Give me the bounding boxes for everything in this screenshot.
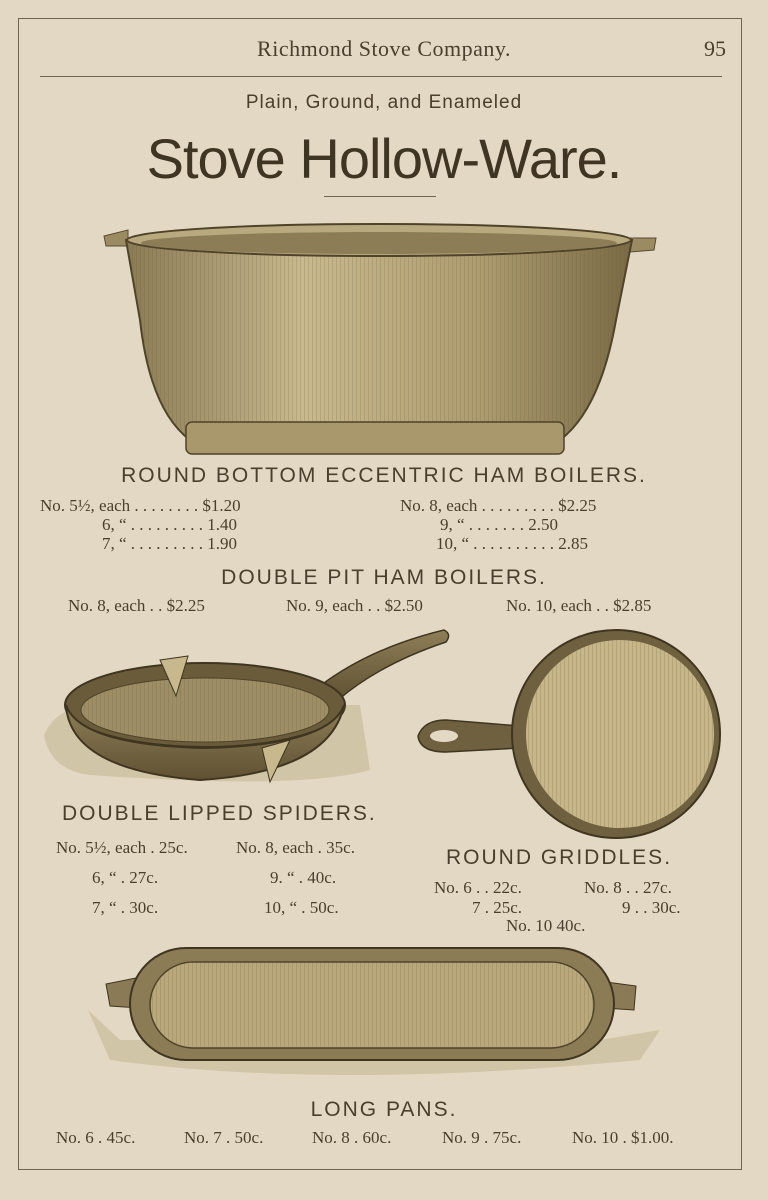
- price-line: 7, “ . 30c.: [92, 898, 159, 917]
- price-line: No. 9, each . . $2.50: [286, 596, 423, 615]
- price-line: No. 10 40c.: [506, 916, 586, 935]
- price-line: No. 6 . . 22c.: [434, 878, 522, 897]
- subtitle: Plain, Ground, and Enameled: [245, 92, 523, 113]
- price-line: 10, “ . 50c.: [264, 898, 339, 917]
- griddles-caption: ROUND GRIDDLES.: [446, 846, 673, 869]
- price-line: No. 5½, each . 25c.: [56, 838, 188, 857]
- ham-boilers-caption: ROUND BOTTOM ECCENTRIC HAM BOILERS.: [121, 464, 647, 487]
- spider-skillet-illustration: [44, 630, 449, 782]
- ham-boiler-illustration: [104, 224, 656, 454]
- price-line: No. 6 . 45c.: [56, 1128, 136, 1147]
- long-pan-illustration: [88, 948, 660, 1075]
- price-line: 6, “ . . . . . . . . . 1.40: [102, 515, 238, 534]
- page-title: Stove Hollow-Ware.: [146, 127, 622, 190]
- price-line: No. 10, each . . $2.85: [506, 596, 652, 615]
- price-line: 9. “ . 40c.: [270, 868, 337, 887]
- price-line: No. 8 . 60c.: [312, 1128, 392, 1147]
- price-line: No. 8, each . . . . . . . . . $2.25: [400, 496, 597, 515]
- spiders-caption: DOUBLE LIPPED SPIDERS.: [62, 802, 377, 825]
- price-line: No. 8 . . 27c.: [584, 878, 672, 897]
- running-title: Richmond Stove Company.: [257, 36, 511, 61]
- double-pit-caption: DOUBLE PIT HAM BOILERS.: [221, 566, 547, 589]
- price-line: 10, “ . . . . . . . . . . 2.85: [436, 534, 589, 553]
- price-line: 9, “ . . . . . . . 2.50: [440, 515, 559, 534]
- price-line: No. 7 . 50c.: [184, 1128, 264, 1147]
- price-line: No. 9 . 75c.: [442, 1128, 522, 1147]
- long-pans-caption: LONG PANS.: [310, 1098, 458, 1121]
- round-griddle-illustration: [418, 630, 720, 838]
- price-line: 6, “ . 27c.: [92, 868, 159, 887]
- price-line: No. 5½, each . . . . . . . . $1.20: [40, 496, 241, 515]
- price-line: No. 8, each . . $2.25: [68, 596, 205, 615]
- page-number: 95: [704, 36, 726, 61]
- price-line: 7 . 25c.: [472, 898, 523, 917]
- price-line: 9 . . 30c.: [622, 898, 681, 917]
- price-line: 7, “ . . . . . . . . . 1.90: [102, 534, 238, 553]
- price-line: No. 8, each . 35c.: [236, 838, 355, 857]
- price-line: No. 10 . $1.00.: [572, 1128, 674, 1147]
